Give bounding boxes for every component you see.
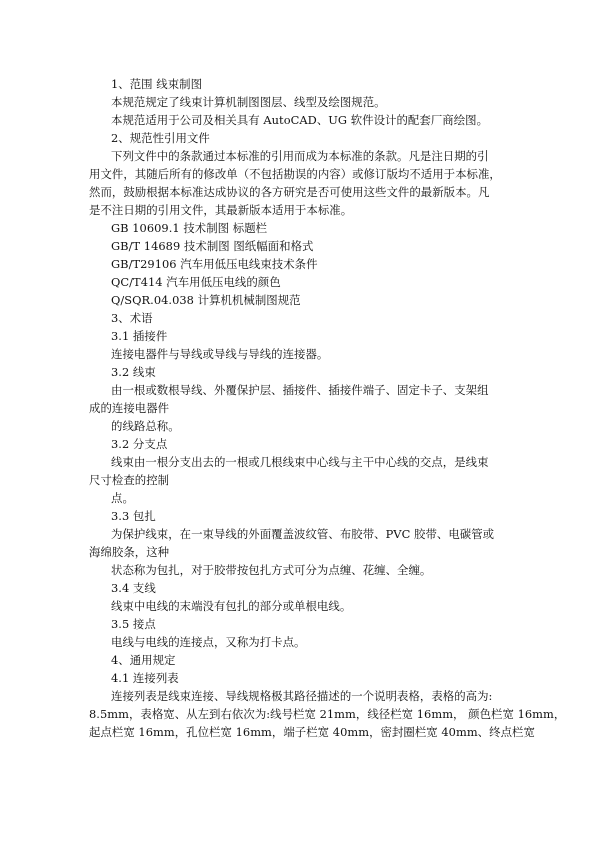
term-definition: 连接电器件与导线或导线与导线的连接器。	[111, 347, 329, 361]
term-heading: 3.5 接点	[111, 617, 156, 631]
paragraph-line: 下列文件中的条款通过本标准的引用而成为本标准的条款。凡是注日期的引	[111, 149, 489, 163]
term-definition: 点。	[111, 491, 134, 505]
reference-standard: QC/T414 汽车用低压电线的颜色	[111, 275, 281, 289]
section-heading-references: 2、规范性引用文件	[111, 131, 210, 145]
term-definition: 线束由一根分支出去的一根或几根线束中心线与主干中心线的交点，是线束	[111, 455, 489, 469]
section-heading-general: 4、通用规定	[111, 653, 176, 667]
section-heading-terms: 3、术语	[111, 311, 153, 325]
term-heading: 3.4 支线	[111, 581, 156, 595]
paragraph-line: 是不注日期的引用文件，其最新版本适用于本标准。	[89, 203, 353, 217]
paragraph-line: 本规范适用于公司及相关具有 AutoCAD、UG 软件设计的配套厂商绘图。	[111, 113, 489, 127]
term-heading: 3.2 线束	[111, 365, 156, 379]
paragraph-line: 用文件，其随后所有的修改单（不包括勘误的内容）或修订版均不适用于本标准，	[89, 167, 501, 181]
term-definition: 的线路总称。	[111, 419, 180, 433]
term-definition: 状态称为包扎，对于胶带按包扎方式可分为点缠、花缠、全缠。	[111, 563, 432, 577]
subsection-heading: 4.1 连接列表	[111, 671, 179, 685]
paragraph-line: 然而，鼓励根据本标准达成协议的各方研究是否可使用这些文件的最新版本。凡	[89, 185, 490, 199]
reference-standard: GB 10609.1 技术制图 标题栏	[111, 221, 268, 235]
paragraph-line: 8.5mm，表格宽、从左到右依次为:线号栏宽 21mm，线径栏宽 16mm， 颜色栏宽 16mm，	[89, 707, 566, 721]
term-heading: 3.2 分支点	[111, 437, 168, 451]
term-definition: 成的连接电器件	[89, 401, 170, 415]
term-heading: 3.3 包扎	[111, 509, 156, 523]
section-heading-scope: 1、范围 线束制图	[111, 77, 203, 91]
paragraph-line: 起点栏宽 16mm，孔位栏宽 16mm，端子栏宽 40mm，密封圈栏宽 40mm、终点栏宽	[89, 725, 535, 739]
paragraph-line: 本规范规定了线束计算机制图图层、线型及绘图规范。	[111, 95, 386, 109]
reference-standard: Q/SQR.04.038 计算机机械制图规范	[111, 293, 301, 307]
reference-standard: GB/T29106 汽车用低压电线束技术条件	[111, 257, 318, 271]
term-definition: 海绵胶条，这种	[89, 545, 170, 559]
term-definition: 为保护线束，在一束导线的外面覆盖波纹管、布胶带、PVC 胶带、电碳管或	[111, 527, 495, 541]
term-definition: 线束中电线的末端没有包扎的部分或单根电线。	[111, 599, 352, 613]
reference-standard: GB/T 14689 技术制图 图纸幅面和格式	[111, 239, 314, 253]
term-definition: 由一根或数根导线、外覆保护层、插接件、插接件端子、固定卡子、支架组	[111, 383, 489, 397]
term-heading: 3.1 插接件	[111, 329, 168, 343]
term-definition: 尺寸检查的控制	[89, 473, 170, 487]
paragraph-line: 连接列表是线束连接、导线规格极其路径描述的一个说明表格，表格的高为:	[111, 689, 493, 703]
term-definition: 电线与电线的连接点，又称为打卡点。	[111, 635, 306, 649]
